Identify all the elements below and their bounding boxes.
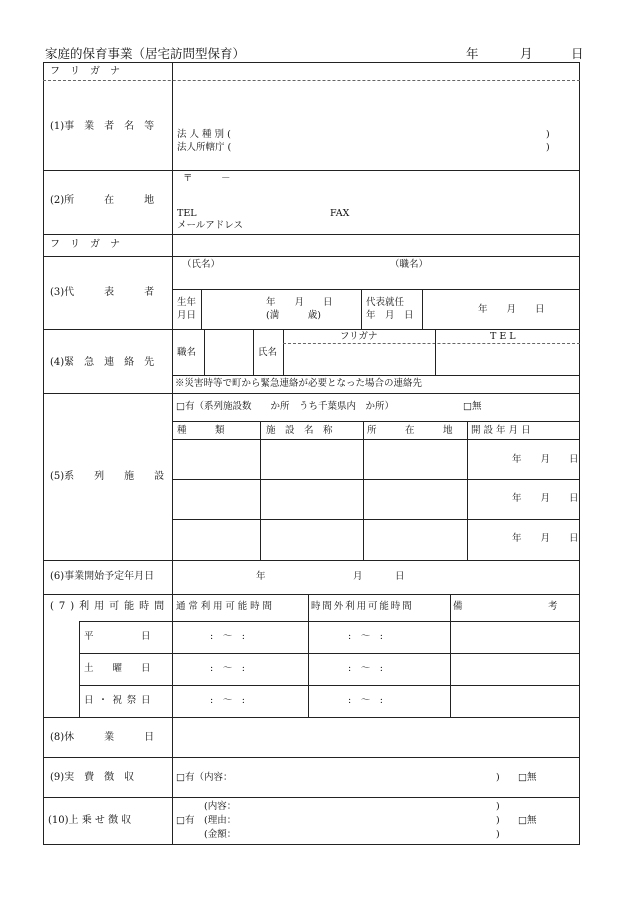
birth-ymd: 年 月 日 [266, 297, 333, 308]
corp-type-label: 法 人 種 別 ( [177, 129, 231, 140]
form-frame [43, 62, 580, 845]
s8-label: (8)休 業 日 [50, 732, 155, 743]
hours-col-normal: 通常利用可能時間 [176, 601, 275, 612]
actual-cost-none: □無 [518, 772, 537, 783]
appoint-label-2: 年 月 日 [366, 310, 414, 321]
header-month: 月 [520, 46, 533, 61]
start-month: 月 [353, 571, 363, 582]
affiliate-ymd-2: 年 月 日 [512, 493, 579, 504]
extra-cost-content: (内容： [204, 801, 237, 812]
s2-label: (2)所 在 地 [50, 195, 155, 206]
actual-cost-close: ) [496, 772, 500, 783]
header-day: 日 [571, 46, 584, 61]
hours-col-remarks: 備 考 [453, 601, 558, 612]
start-year: 年 [256, 571, 266, 582]
affiliate-none: □無 [463, 401, 482, 412]
s5-label: (5)系 列 施 設 [50, 471, 165, 482]
hours-row-weekday: 平 日 [84, 631, 151, 642]
actual-cost-has: □有（内容： [176, 772, 233, 783]
time-over-2: : ～ : [348, 663, 383, 674]
contact-note: ※災害時等で町から緊急連絡が必要となった場合の連絡先 [175, 378, 423, 389]
label-column-divider [172, 62, 173, 845]
start-day: 日 [395, 571, 405, 582]
appoint-ymd: 年 月 日 [478, 304, 545, 315]
contact-furigana-label: フリガナ [340, 331, 378, 342]
extra-cost-none: □無 [518, 815, 537, 826]
furigana-label-1: フ リ ガ ナ [50, 66, 120, 77]
extra-cost-amount: (金額： [204, 829, 237, 840]
s3-label: (3)代 表 者 [50, 287, 155, 298]
extra-cost-has: □有 [176, 815, 195, 826]
s7-label: (7)利用可能時間 [50, 601, 170, 612]
affiliate-has: □有（系列施設数 か所 うち千葉県内 か所） [176, 401, 394, 412]
contact-post-label: 職名 [177, 347, 197, 358]
appoint-label-1: 代表就任 [366, 297, 405, 308]
birth-label-2: 月日 [177, 310, 197, 321]
affiliate-col-open-date: 開 設 年 月 日 [471, 425, 531, 436]
postal-label: 〒 － [183, 173, 231, 184]
time-over-1: : ～ : [348, 631, 383, 642]
birth-age: (満 歳) [266, 310, 321, 321]
time-normal-3: : ～ : [210, 695, 245, 706]
s10-label: (10)上 乗 せ 徴 収 [48, 815, 132, 826]
affiliate-ymd-1: 年 月 日 [512, 454, 579, 465]
hours-row-saturday: 土 曜 日 [84, 663, 151, 674]
mail-label: メールアドレス [177, 220, 244, 231]
birth-label-1: 生年 [177, 297, 197, 308]
affiliate-col-address: 所 在 地 [367, 425, 453, 436]
contact-name-label: 氏名 [258, 347, 278, 358]
s9-label: (9)実 費 徴 収 [50, 772, 135, 783]
time-normal-2: : ～ : [210, 663, 245, 674]
header-year: 年 [466, 46, 479, 61]
affiliate-ymd-3: 年 月 日 [512, 533, 579, 544]
tel-label: TEL [177, 208, 197, 219]
furigana-label-2: フ リ ガ ナ [50, 239, 120, 250]
s1-label: (1)事 業 者 名 等 [50, 121, 155, 132]
s6-label: (6)事業開始予定年月日 [50, 571, 155, 582]
affiliate-col-type: 種 類 [177, 425, 225, 436]
fax-label: FAX [330, 208, 350, 219]
corp-type-close: ) [546, 129, 550, 140]
s4-label: (4)緊 急 連 絡 先 [50, 357, 155, 368]
corp-office-close: ) [546, 142, 550, 153]
hours-col-overtime: 時間外利用可能時間 [311, 601, 414, 612]
corp-office-label: 法人所轄庁 ( [177, 142, 232, 153]
extra-close-2: ) [496, 815, 500, 826]
page-title: 家庭的保育事業（居宅訪問型保育） [45, 46, 246, 61]
extra-close-1: ) [496, 801, 500, 812]
rep-title-label: （職名） [390, 259, 429, 270]
contact-tel-label: T E L [490, 331, 516, 342]
time-normal-1: : ～ : [210, 631, 245, 642]
affiliate-col-name: 施 設 名 称 [266, 425, 333, 436]
hours-row-holiday: 日・祝祭日 [84, 695, 156, 706]
time-over-3: : ～ : [348, 695, 383, 706]
rep-name-label: （氏名） [182, 259, 221, 270]
extra-cost-reason: (理由： [204, 815, 237, 826]
extra-close-3: ) [496, 829, 500, 840]
